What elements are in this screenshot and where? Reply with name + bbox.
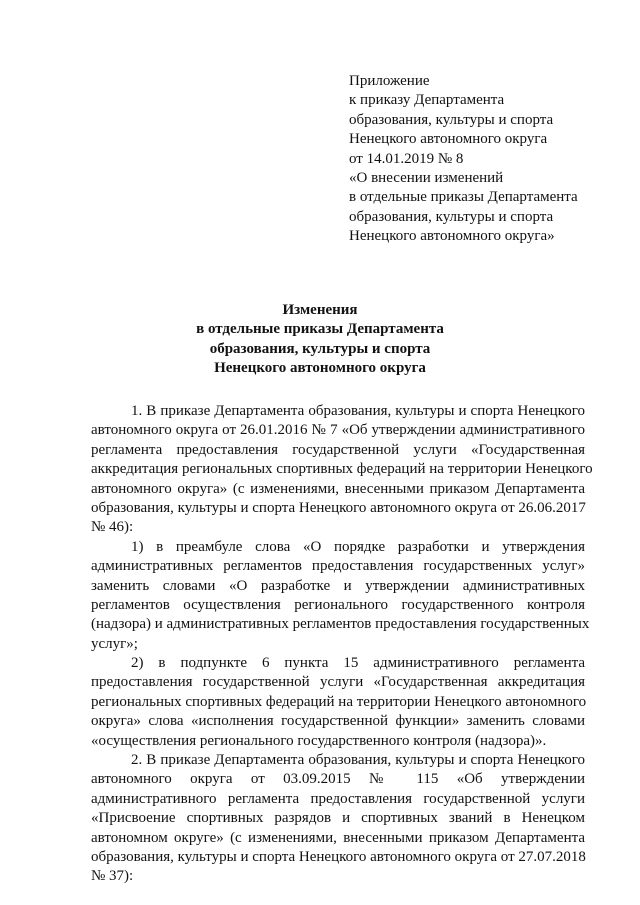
body-line: регламентов осуществления регионального государственного контроля: [91, 596, 585, 613]
document-title: [0, 301, 640, 379]
title-line: Изменения: [282, 302, 358, 318]
body-line: образования, культуры и спорта Ненецкого автономного округа от 26.06.2017: [91, 499, 586, 516]
title-line: Ненецкого автономного округа: [214, 360, 426, 377]
appendix-line: «О внесении изменений: [349, 170, 504, 187]
body-line: административного регламента предоставления государственной услуги: [91, 790, 585, 807]
title-line: в отдельные приказы Департамента: [196, 321, 444, 338]
document-body: [91, 402, 593, 887]
body-line: 1. В приказе Департамента образования, культуры и спорта Ненецкого: [131, 403, 585, 419]
appendix-line: от 14.01.2019 № 8: [349, 150, 464, 167]
appendix-line: к приказу Департамента: [349, 92, 505, 109]
body-line: заменить словами «О разработке и утверждении административных: [91, 577, 585, 594]
appendix-block: [349, 72, 629, 247]
appendix-line: Ненецкого автономного округа: [349, 131, 548, 148]
body-line: аккредитация региональных спортивных федераций на территории Ненецкого: [91, 461, 593, 478]
body-line: предоставления государственной услуги «Государственная аккредитация: [91, 674, 585, 691]
body-line: образования, культуры и спорта Ненецкого автономного округа от 27.07.2018: [91, 848, 586, 865]
body-line: 2. В приказе Департамента образования, культуры и спорта Ненецкого: [131, 752, 585, 769]
body-line: № 37):: [91, 868, 134, 885]
body-line: автономного округа» (с изменениями, внесенными приказом Департамента: [91, 480, 585, 497]
appendix-line: образования, культуры и спорта: [349, 111, 554, 128]
appendix-line: образования, культуры и спорта: [349, 208, 554, 225]
body-line: 1) в преамбуле слова «О порядке разработки и утверждения: [131, 538, 585, 555]
body-line: «осуществления регионального государственного контроля (надзора)».: [91, 732, 547, 749]
body-line: автономного округа от 26.01.2016 № 7 «Об утверждении административного: [91, 422, 585, 439]
appendix-line: в отдельные приказы Департамента: [349, 189, 578, 206]
body-line: административных регламентов предоставления государственных услуг»: [91, 558, 585, 575]
body-line: услуг»;: [91, 635, 138, 652]
appendix-line: Ненецкого автономного округа»: [349, 228, 555, 245]
body-line: автономного округа от 03.09.2015 № 115 «Об утверждении: [91, 771, 585, 788]
body-line: округа» слова «исполнения государственной функции» заменить словами: [91, 713, 585, 730]
body-line: № 46):: [91, 519, 134, 536]
body-line: 2) в подпункте 6 пункта 15 административного регламента: [131, 655, 585, 672]
body-line: регламента предоставления государственной услуги «Государственная: [91, 441, 585, 458]
body-line: автономном округе» (с изменениями, внесенными приказом Департамента: [91, 829, 585, 846]
body-line: (надзора) и административных регламентов предоставления государственных: [91, 616, 590, 633]
body-line: «Присвоение спортивных разрядов и спортивных званий в Ненецком: [91, 810, 585, 827]
title-line: образования, культуры и спорта: [209, 340, 431, 357]
appendix-line: Приложение: [349, 73, 430, 89]
body-line: региональных спортивных федераций на территории Ненецкого автономного: [91, 693, 587, 710]
